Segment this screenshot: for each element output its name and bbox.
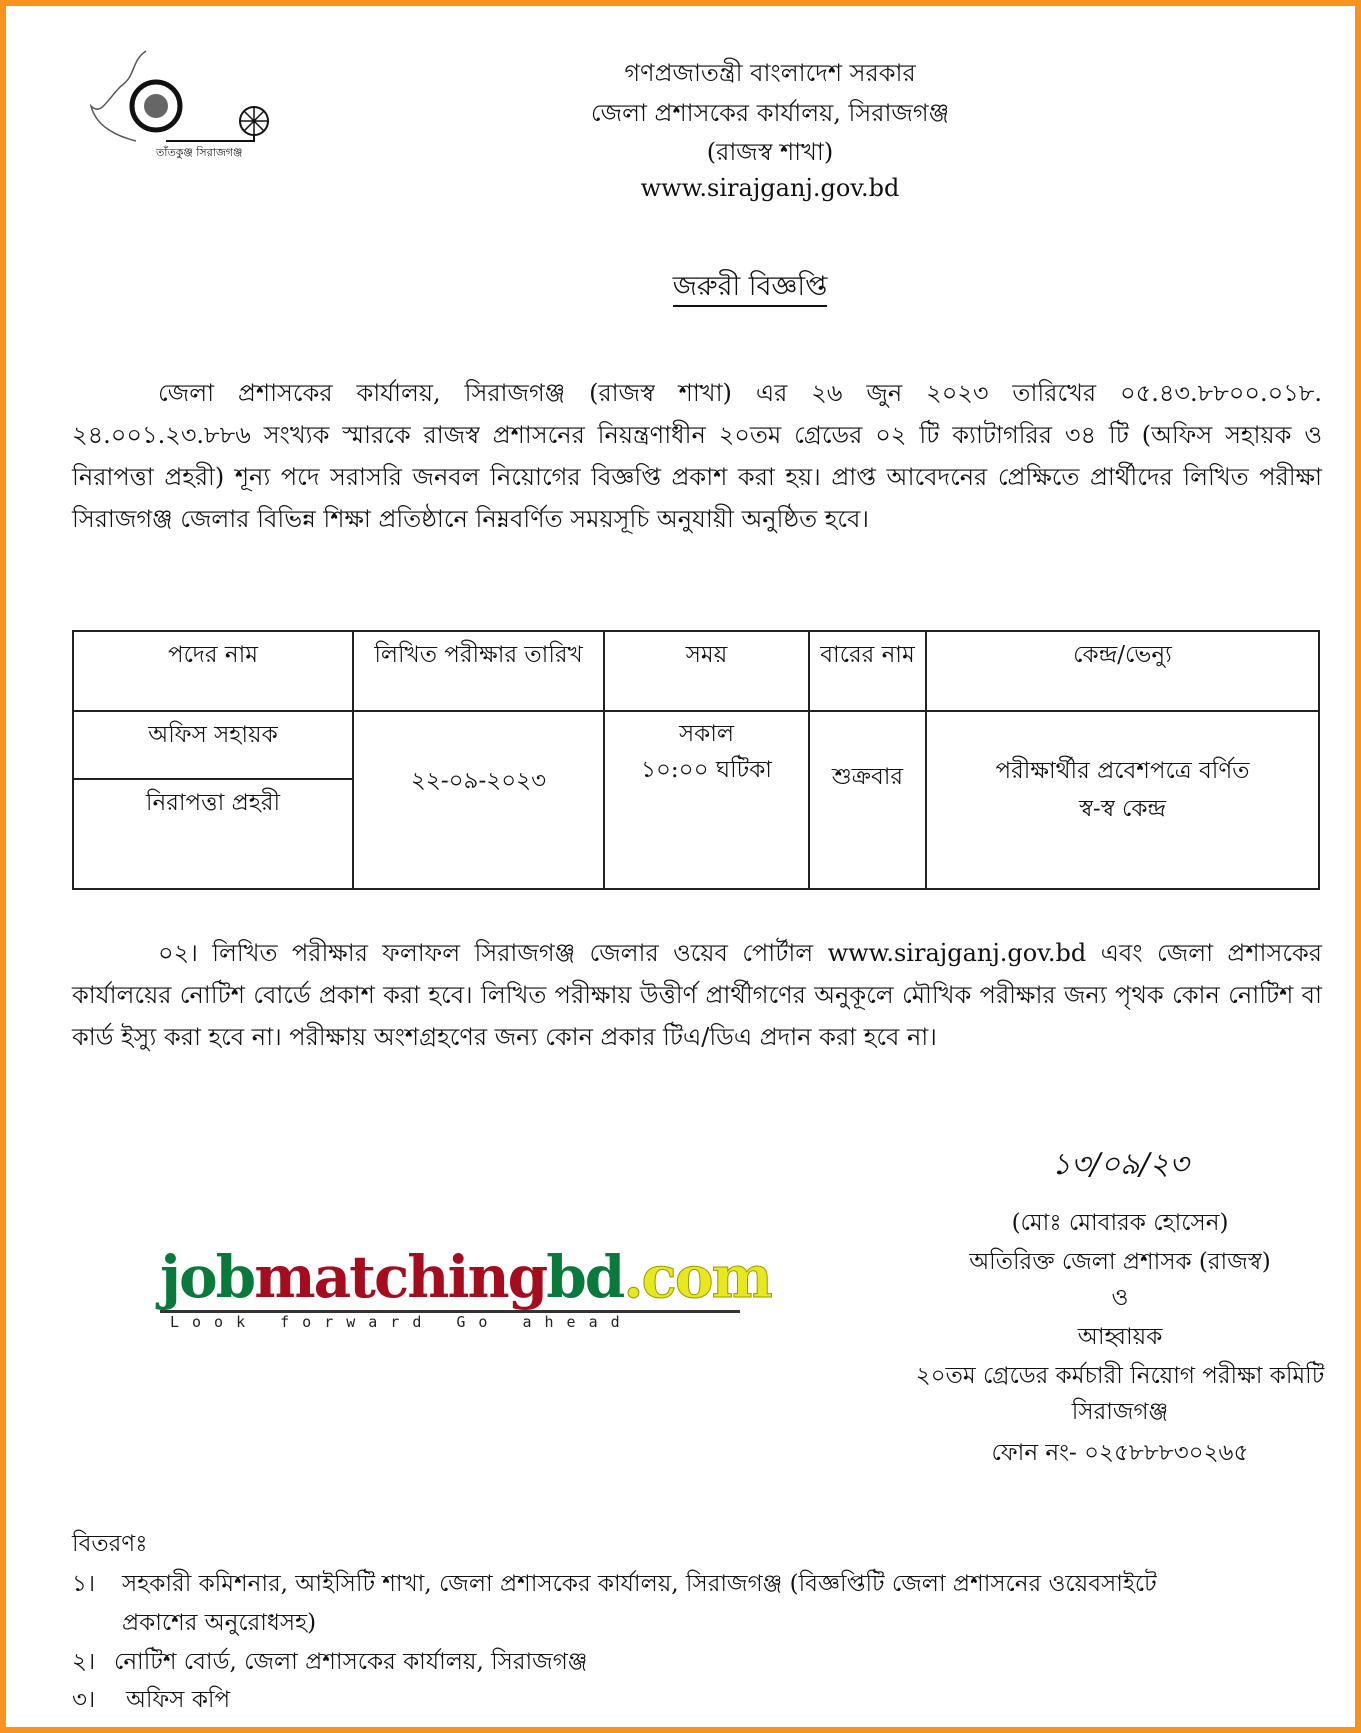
notice-title-text: জরুরী বিজ্ঞপ্তি: [673, 271, 828, 307]
venue-line-2: স্ব-স্ব কেন্দ্র: [1078, 796, 1167, 822]
logo-tagline: Look forward Go ahead: [170, 1313, 633, 1331]
website-link[interactable]: www.sirajganj.gov.bd: [640, 174, 900, 202]
distribution-num-3: ৩।: [72, 1687, 96, 1713]
signatory-role: আহ্বায়ক: [1077, 1324, 1163, 1350]
logo-part-job: job: [160, 1243, 255, 1311]
header-venue: কেন্দ্র/ভেন্যু: [926, 631, 1319, 711]
distribution-item-1: সহকারী কমিশনার, আইসিটি শাখা, জেলা প্রশাসকের কার্যালয়, সিরাজগঞ্জ (বিজ্ঞপ্তিটি জেলা প্রশাসনের ওয়েবসাইটে: [122, 1571, 1157, 1597]
branch-name: (রাজস্ব শাখা): [706, 138, 834, 166]
phone-number: ফোন নং- ০২৫৮৮৮৩০২৬৫: [991, 1440, 1249, 1466]
emblem-icon: [76, 46, 286, 146]
district-emblem: [76, 46, 286, 161]
watermark-logo-text: [160, 1243, 771, 1311]
exam-day: শুক্রবার: [809, 711, 926, 889]
signatory-designation: অতিরিক্ত জেলা প্রশাসক (রাজস্ব): [969, 1249, 1271, 1275]
logo-part-bd: bd: [546, 1243, 624, 1311]
jobmatchingbd-watermark: [160, 1243, 771, 1331]
signatory-and: ও: [1111, 1285, 1129, 1311]
time-line-2: ১০:০০ ঘটিকা: [641, 757, 772, 783]
post-office-assistant: অফিস সহায়ক: [73, 711, 353, 779]
header-time: সময়: [604, 631, 809, 711]
header-date: লিখিত পরীক্ষার তারিখ: [353, 631, 604, 711]
notice-title: [480, 266, 1020, 311]
header-day: বারের নাম: [809, 631, 926, 711]
header-post: পদের নাম: [73, 631, 353, 711]
post-security-guard: নিরাপত্তা প্রহরী: [73, 779, 353, 889]
distribution-item-3: অফিস কপি: [126, 1687, 231, 1713]
emblem-caption: তাঁতকুঞ্জ সিরাজগঞ্জ: [156, 146, 243, 159]
table-header-row: [73, 631, 1319, 711]
distribution-item-1-cont: প্রকাশের অনুরোধসহ): [122, 1610, 317, 1636]
time-line-1: সকাল: [678, 721, 735, 747]
office-name: জেলা প্রশাসকের কার্যালয়, সিরাজগঞ্জ: [590, 99, 950, 127]
exam-time: [604, 711, 809, 889]
paragraph-1: [72, 372, 1322, 540]
paragraph-2-text: ০২। লিখিত পরীক্ষার ফলাফল সিরাজগঞ্জ জেলার ওয়েব পোর্টাল www.sirajganj.gov.bd এবং জেলা প্রশাসকের কার্যালয়ের নোটিশ বোর্ডে প্রকাশ করা হবে। লিখিত পরীক্ষায় উত্তীর্ণ প্রার্থীগণের অনুকূলে মৌখিক পরীক্ষার জন্য পৃথক কোন নোটিশ বা কার্ড ইস্যু করা হবে না। পরীক্ষায় অংশগ্রহণের জন্য কোন প্রকার টিএ/ডিএ প্রদান করা হবে না।: [72, 939, 1322, 1051]
committee-name: ২০তম গ্রেডের কর্মচারী নিয়োগ পরীক্ষা কমিটি: [915, 1363, 1325, 1389]
signatory-place: সিরাজগঞ্জ: [1071, 1399, 1169, 1425]
signatory-name: (মোঃ মোবারক হোসেন): [1011, 1210, 1229, 1236]
distribution-item-2: নোটিশ বোর্ড, জেলা প্রশাসকের কার্যালয়, সিরাজগঞ্জ: [114, 1649, 588, 1675]
distribution-num-1: ১।: [72, 1571, 96, 1597]
exam-schedule-table: [72, 630, 1320, 890]
distribution-num-2: ২।: [72, 1649, 96, 1675]
paragraph-1-text: জেলা প্রশাসকের কার্যালয়, সিরাজগঞ্জ (রাজস্ব শাখা) এর ২৬ জুন ২০২৩ তারিখের ০৫.৪৩.৮৮০০.০১৮. ২৪.০০১.২৩.৮৮৬ সংখ্যক স্মারকে রাজস্ব প্রশাসনের নিয়ন্ত্রণাধীন ২০তম গ্রেডের ০২ টি ক্যাটাগরির ৩৪ টি (অফিস সহায়ক ও নিরাপত্তা প্রহরী) শূন্য পদে সরাসরি জনবল নিয়োগের বিজ্ঞপ্তি প্রকাশ করা হয়। প্রাপ্ত আবেদনের প্রেক্ষিতে প্রার্থীদের লিখিত পরীক্ষা সিরাজগঞ্জ জেলার বিভিন্ন শিক্ষা প্রতিষ্ঠানে নিম্নবর্ণিত সময়সূচি অনুযায়ী অনুষ্ঠিত হবে।: [72, 379, 1322, 533]
handwritten-signature: ১৩/০৯/২৩: [1051, 1147, 1189, 1182]
logo-part-com: .com: [623, 1243, 771, 1311]
exam-date: ২২-০৯-২০২৩: [353, 711, 604, 889]
logo-part-matching: matching: [254, 1243, 547, 1311]
govt-name: গণপ্রজাতন্ত্রী বাংলাদেশ সরকার: [624, 59, 916, 87]
exam-venue: [926, 711, 1319, 889]
distribution-heading: বিতরণঃ: [72, 1531, 148, 1557]
venue-line-1: পরীক্ষার্থীর প্রবেশপত্রে বর্ণিত: [995, 758, 1250, 784]
table-row: [73, 711, 1319, 779]
paragraph-2: [72, 932, 1322, 1058]
